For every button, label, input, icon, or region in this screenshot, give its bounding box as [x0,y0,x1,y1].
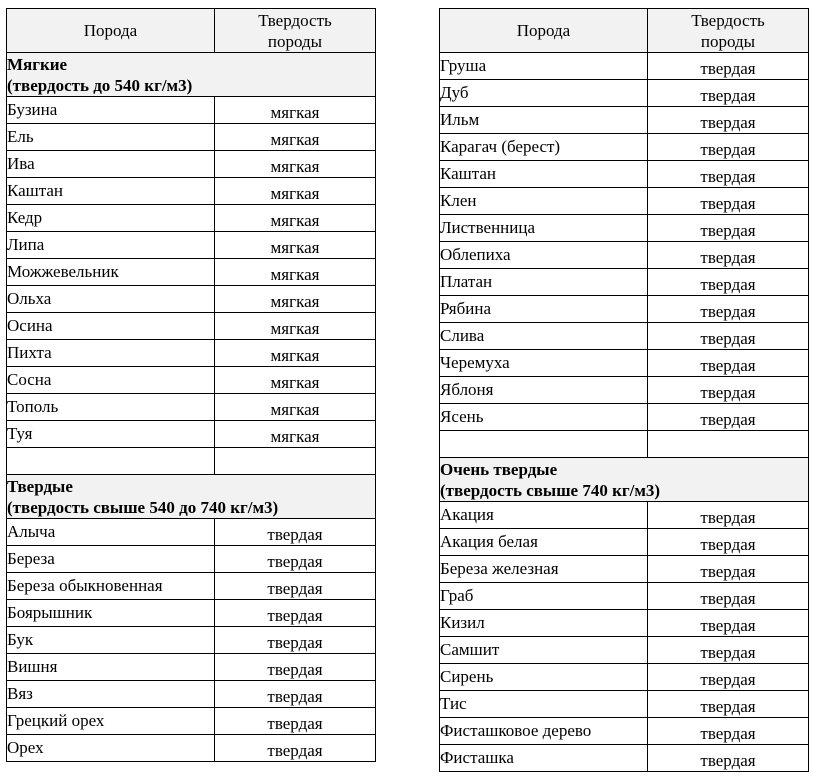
breed-name-cell: Кедр [7,205,215,232]
empty-row [7,448,376,475]
group-row-hard [7,475,376,519]
hardness-cell: твердая [648,53,809,80]
breed-name-cell: Клен [440,188,648,215]
breed-name-cell: Ольха [7,286,215,313]
breed-name-cell: Береза железная [440,556,648,583]
breed-name-cell: Сирень [440,664,648,691]
table-row [7,97,376,124]
breed-name-cell: Липа [7,232,215,259]
group-title: Мягкие [7,54,68,74]
table-row [7,600,376,627]
table-row [7,421,376,448]
hardness-cell: твердая [648,80,809,107]
empty-row [440,431,809,458]
table-row [440,215,809,242]
hardness-cell: мягкая [215,178,376,205]
empty-cell [648,431,809,458]
hardness-cell: твердая [648,583,809,610]
breed-name-cell: Кизил [440,610,648,637]
table-row [440,107,809,134]
breed-name-cell: Грецкий орех [7,708,215,735]
table-row [440,404,809,431]
breed-name-cell: Алыча [7,519,215,546]
breed-name-cell: Платан [440,269,648,296]
breed-name-cell: Лиственница [440,215,648,242]
breed-name-cell: Боярышник [7,600,215,627]
col-header-hardness-line1: Твердость [691,10,765,30]
col-header-hardness-line2: породы [700,31,756,51]
breed-name-cell: Ива [7,151,215,178]
table-row [7,546,376,573]
wood-hardness-table-left [6,8,376,762]
hardness-cell: твердая [648,664,809,691]
breed-name-cell: Дуб [440,80,648,107]
group-heading-very-hard [440,458,809,502]
table-row [7,259,376,286]
hardness-cell: твердая [215,600,376,627]
group-subtitle: (твердость свыше 540 до 740 кг/м3) [7,497,279,517]
col-header-hardness [215,9,376,53]
header-row [7,9,376,53]
table-row [440,53,809,80]
hardness-cell: твердая [648,323,809,350]
hardness-cell: твердая [648,269,809,296]
hardness-cell: твердая [648,610,809,637]
table-row [440,529,809,556]
group-title: Очень твердые [440,459,558,479]
table-row [440,269,809,296]
hardness-cell: твердая [215,708,376,735]
breed-name-cell: Акация белая [440,529,648,556]
hardness-cell: твердая [648,215,809,242]
hardness-cell: мягкая [215,259,376,286]
hardness-cell: твердая [648,404,809,431]
table-row [7,573,376,600]
table-row [440,188,809,215]
hardness-cell: твердая [215,654,376,681]
table-row [7,340,376,367]
col-header-hardness-line2: породы [267,31,323,51]
breed-name-cell: Можжевельник [7,259,215,286]
hardness-cell: твердая [648,134,809,161]
breed-name-cell: Ель [7,124,215,151]
hardness-cell: мягкая [215,205,376,232]
table-row [7,627,376,654]
hardness-cell: мягкая [215,97,376,124]
hardness-cell: твердая [215,546,376,573]
breed-name-cell: Каштан [440,161,648,188]
table-row [7,313,376,340]
breed-name-cell: Слива [440,323,648,350]
hardness-cell: твердая [215,573,376,600]
empty-cell [215,448,376,475]
hardness-cell: твердая [648,242,809,269]
hardness-cell: твердая [648,718,809,745]
header-row [440,9,809,53]
table-row [7,205,376,232]
hardness-cell: мягкая [215,286,376,313]
group-row-soft [7,53,376,97]
table-row [440,745,809,772]
hardness-cell: твердая [648,377,809,404]
hardness-cell: твердая [648,556,809,583]
breed-name-cell: Груша [440,53,648,80]
breed-name-cell: Бук [7,627,215,654]
breed-name-cell: Береза [7,546,215,573]
group-row-very-hard [440,458,809,502]
table-row [7,735,376,762]
hardness-cell: твердая [648,107,809,134]
empty-cell [7,448,215,475]
table-row [440,556,809,583]
table-row [440,80,809,107]
hardness-cell: мягкая [215,340,376,367]
table-row [440,296,809,323]
empty-cell [440,431,648,458]
breed-name-cell: Граб [440,583,648,610]
col-header-hardness [648,9,809,53]
hardness-cell: твердая [215,681,376,708]
breed-name-cell: Осина [7,313,215,340]
table-row [440,637,809,664]
hardness-cell: твердая [648,691,809,718]
table-row [440,691,809,718]
table-row [440,161,809,188]
hardness-cell: мягкая [215,313,376,340]
breed-name-cell: Пихта [7,340,215,367]
breed-name-cell: Акация [440,502,648,529]
breed-name-cell: Вишня [7,654,215,681]
breed-name-cell: Черемуха [440,350,648,377]
group-title: Твердые [7,476,73,496]
breed-name-cell: Ильм [440,107,648,134]
table-row [440,134,809,161]
breed-name-cell: Облепиха [440,242,648,269]
col-header-hardness-line1: Твердость [258,10,332,30]
hardness-cell: твердая [648,350,809,377]
breed-name-cell: Фисташковое дерево [440,718,648,745]
table-row [440,583,809,610]
breed-name-cell: Туя [7,421,215,448]
table-row [440,502,809,529]
table-row [440,377,809,404]
group-subtitle: (твердость свыше 740 кг/м3) [440,480,661,500]
breed-name-cell: Сосна [7,367,215,394]
group-heading-soft [7,53,376,97]
table-row [440,610,809,637]
breed-name-cell: Карагач (берест) [440,134,648,161]
wood-hardness-table-right [439,8,809,772]
table-row [7,286,376,313]
hardness-cell: мягкая [215,421,376,448]
breed-name-cell: Тополь [7,394,215,421]
breed-name-cell: Тис [440,691,648,718]
table-row [7,708,376,735]
breed-name-cell: Яблоня [440,377,648,404]
table-row [7,394,376,421]
breed-name-cell: Орех [7,735,215,762]
breed-name-cell: Рябина [440,296,648,323]
table-row [7,654,376,681]
breed-name-cell: Береза обыкновенная [7,573,215,600]
hardness-cell: твердая [648,637,809,664]
breed-name-cell: Вяз [7,681,215,708]
table-row [440,323,809,350]
table-row [7,367,376,394]
table-row [440,242,809,269]
hardness-cell: твердая [215,627,376,654]
hardness-cell: мягкая [215,151,376,178]
breed-name-cell: Бузина [7,97,215,124]
table-row [7,681,376,708]
table-row [7,178,376,205]
table-row [440,664,809,691]
table-row [7,519,376,546]
table-row [7,151,376,178]
hardness-cell: мягкая [215,232,376,259]
hardness-cell: твердая [648,529,809,556]
hardness-cell: твердая [648,296,809,323]
hardness-cell: мягкая [215,367,376,394]
hardness-cell: твердая [648,188,809,215]
table-row [7,232,376,259]
breed-name-cell: Самшит [440,637,648,664]
breed-name-cell: Фисташка [440,745,648,772]
col-header-breed: Порода [440,9,648,53]
breed-name-cell: Каштан [7,178,215,205]
hardness-cell: мягкая [215,394,376,421]
hardness-cell: твердая [648,502,809,529]
hardness-cell: твердая [648,161,809,188]
table-row [440,718,809,745]
table-row [440,350,809,377]
hardness-cell: твердая [215,519,376,546]
hardness-cell: твердая [215,735,376,762]
col-header-breed: Порода [7,9,215,53]
hardness-cell: твердая [648,745,809,772]
breed-name-cell: Ясень [440,404,648,431]
group-subtitle: (твердость до 540 кг/м3) [7,75,193,95]
table-row [7,124,376,151]
hardness-cell: мягкая [215,124,376,151]
group-heading-hard [7,475,376,519]
